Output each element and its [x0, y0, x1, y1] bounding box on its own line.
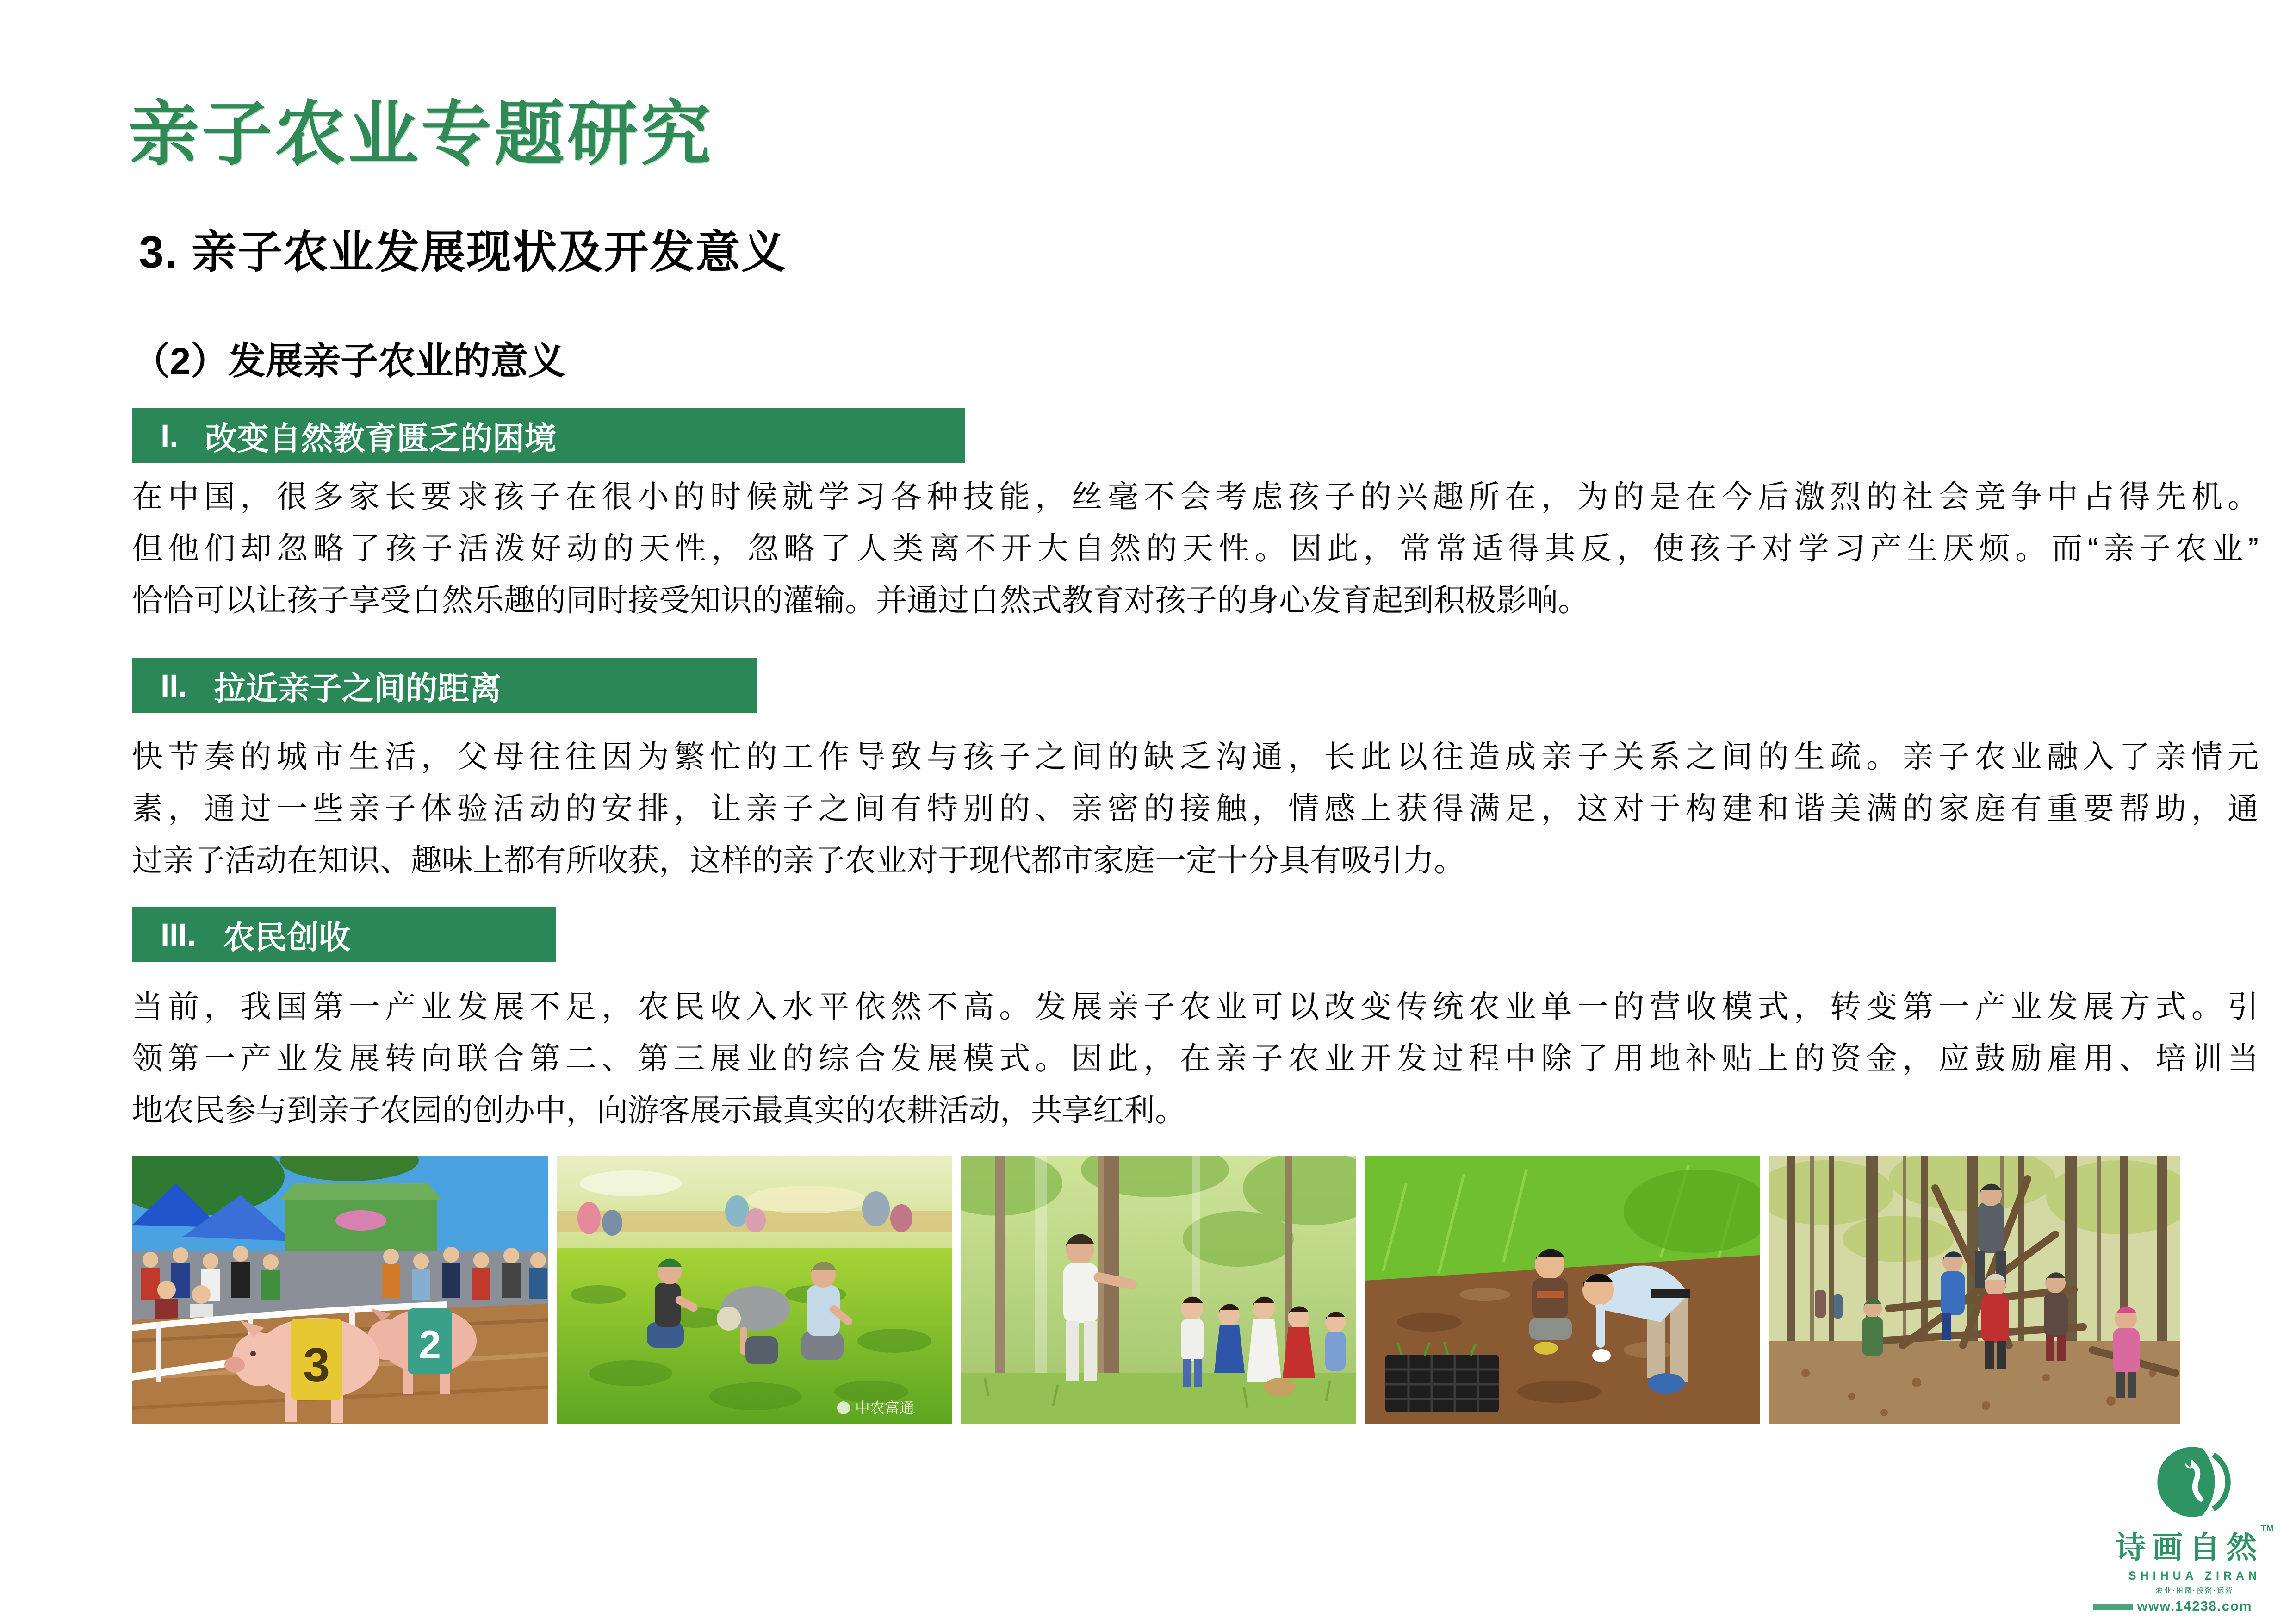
paragraph-line: 但他们却忽略了孩子活泼好动的天性，忽略了人类离不开大自然的天性。因此，常常适得其反，使孩子对学习产生厌烦。而“亲子农业”: [132, 531, 2259, 566]
logo-accent-bar: [2093, 1604, 2133, 1610]
banner-label: 农民创收: [223, 919, 351, 955]
logo-name-en: SHIHUA ZIRAN: [2128, 1569, 2261, 1582]
paragraph-line: 快节奏的城市生活，父母往往因为繁忙的工作导致与孩子之间的缺乏沟通，长此以往造成亲子关系之间的生疏。亲子农业融入了亲情元: [132, 740, 2259, 774]
pig-bib-number: 3: [303, 1338, 330, 1392]
forest-climbing-illustration: [1769, 1156, 2180, 1424]
page-title: 亲子农业专题研究: [129, 95, 714, 174]
watermark-text: 中农富通: [855, 1400, 915, 1416]
paragraph-line: 素，通过一些亲子体验活动的安排，让亲子之间有特别的、亲密的接触，情感上获得满足，这对于构建和谐美满的家庭有重要帮助，通: [132, 791, 2259, 826]
forest-outing-photo: [961, 1156, 1356, 1424]
pig-race-photo: [132, 1156, 548, 1424]
pig-bib-number: 2: [419, 1323, 441, 1367]
trademark-symbol: TM: [2260, 1524, 2274, 1534]
forest-outing-illustration: [961, 1156, 1356, 1424]
paragraph-line: 地农民参与到亲子农园的创办中，向游客展示最真实的农耕活动，共享红利。: [132, 1093, 1186, 1128]
paragraph-line: 过亲子活动在知识、趣味上都有所收获，这样的亲子农业对于现代都市家庭一定十分具有吸引力。: [132, 843, 1465, 878]
seedling-planting-illustration: [1365, 1156, 1760, 1424]
pig-race-illustration: [132, 1156, 548, 1424]
logo-url-row: [2137, 1599, 2253, 1614]
banner-numeral: II.: [161, 667, 187, 703]
banner-parent-child-bond: [132, 658, 757, 713]
banner-numeral: I.: [161, 417, 179, 454]
paragraph-line: 在中国，很多家长要求孩子在很小的时候就学习各种技能，丝毫不会考虑孩子的兴趣所在，为的是在今后激烈的社会竞争中占得先机。: [132, 479, 2259, 514]
logo-website: www.14238.com: [2137, 1599, 2253, 1614]
figure-green: [1862, 1299, 1883, 1356]
peacock-icon: [2155, 1443, 2234, 1521]
seedling-planting-photo: [1365, 1156, 1760, 1424]
sub-heading: （2）发展亲子农业的意义: [132, 341, 566, 382]
logo-name-cn: 诗画自然: [2115, 1530, 2264, 1564]
photo-strip: [132, 1156, 2180, 1424]
banner-natural-education: [132, 408, 965, 463]
forest-climbing-photo: [1769, 1156, 2180, 1424]
banner-farmer-income: [132, 907, 556, 962]
section-heading: 3. 亲子农业发展现状及开发意义: [139, 227, 787, 277]
logo-tagline: 农业·田园·投资·运营: [2156, 1587, 2234, 1595]
paragraph-parent-child-bond: [132, 731, 2259, 887]
paragraph-line: 恰恰可以让孩子享受自然乐趣的同时接受知识的灌输。并通过自然式教育对孩子的身心发育起到积极影响。: [132, 583, 1589, 618]
strawberry-picking-illustration: [557, 1156, 952, 1424]
banner-numeral: III.: [161, 916, 196, 952]
banner-label: 改变自然教育匮乏的困境: [205, 420, 557, 456]
banner-label: 拉近亲子之间的距离: [214, 670, 502, 706]
paragraph-farmer-income: [132, 981, 2259, 1137]
logo-name-row: [2116, 1523, 2274, 1567]
company-logo: [2095, 1443, 2294, 1614]
paragraph-natural-education: [132, 471, 2259, 627]
strawberry-picking-photo: [557, 1156, 952, 1424]
paragraph-line: 当前，我国第一产业发展不足，农民收入水平依然不高。发展亲子农业可以改变传统农业单一的营收模式，转变第一产业发展方式。引: [132, 989, 2259, 1024]
paragraph-line: 领第一产业发展转向联合第二、第三展业的综合发展模式。因此，在亲子农业开发过程中除了用地补贴上的资金，应鼓励雇用、培训当: [132, 1041, 2259, 1076]
